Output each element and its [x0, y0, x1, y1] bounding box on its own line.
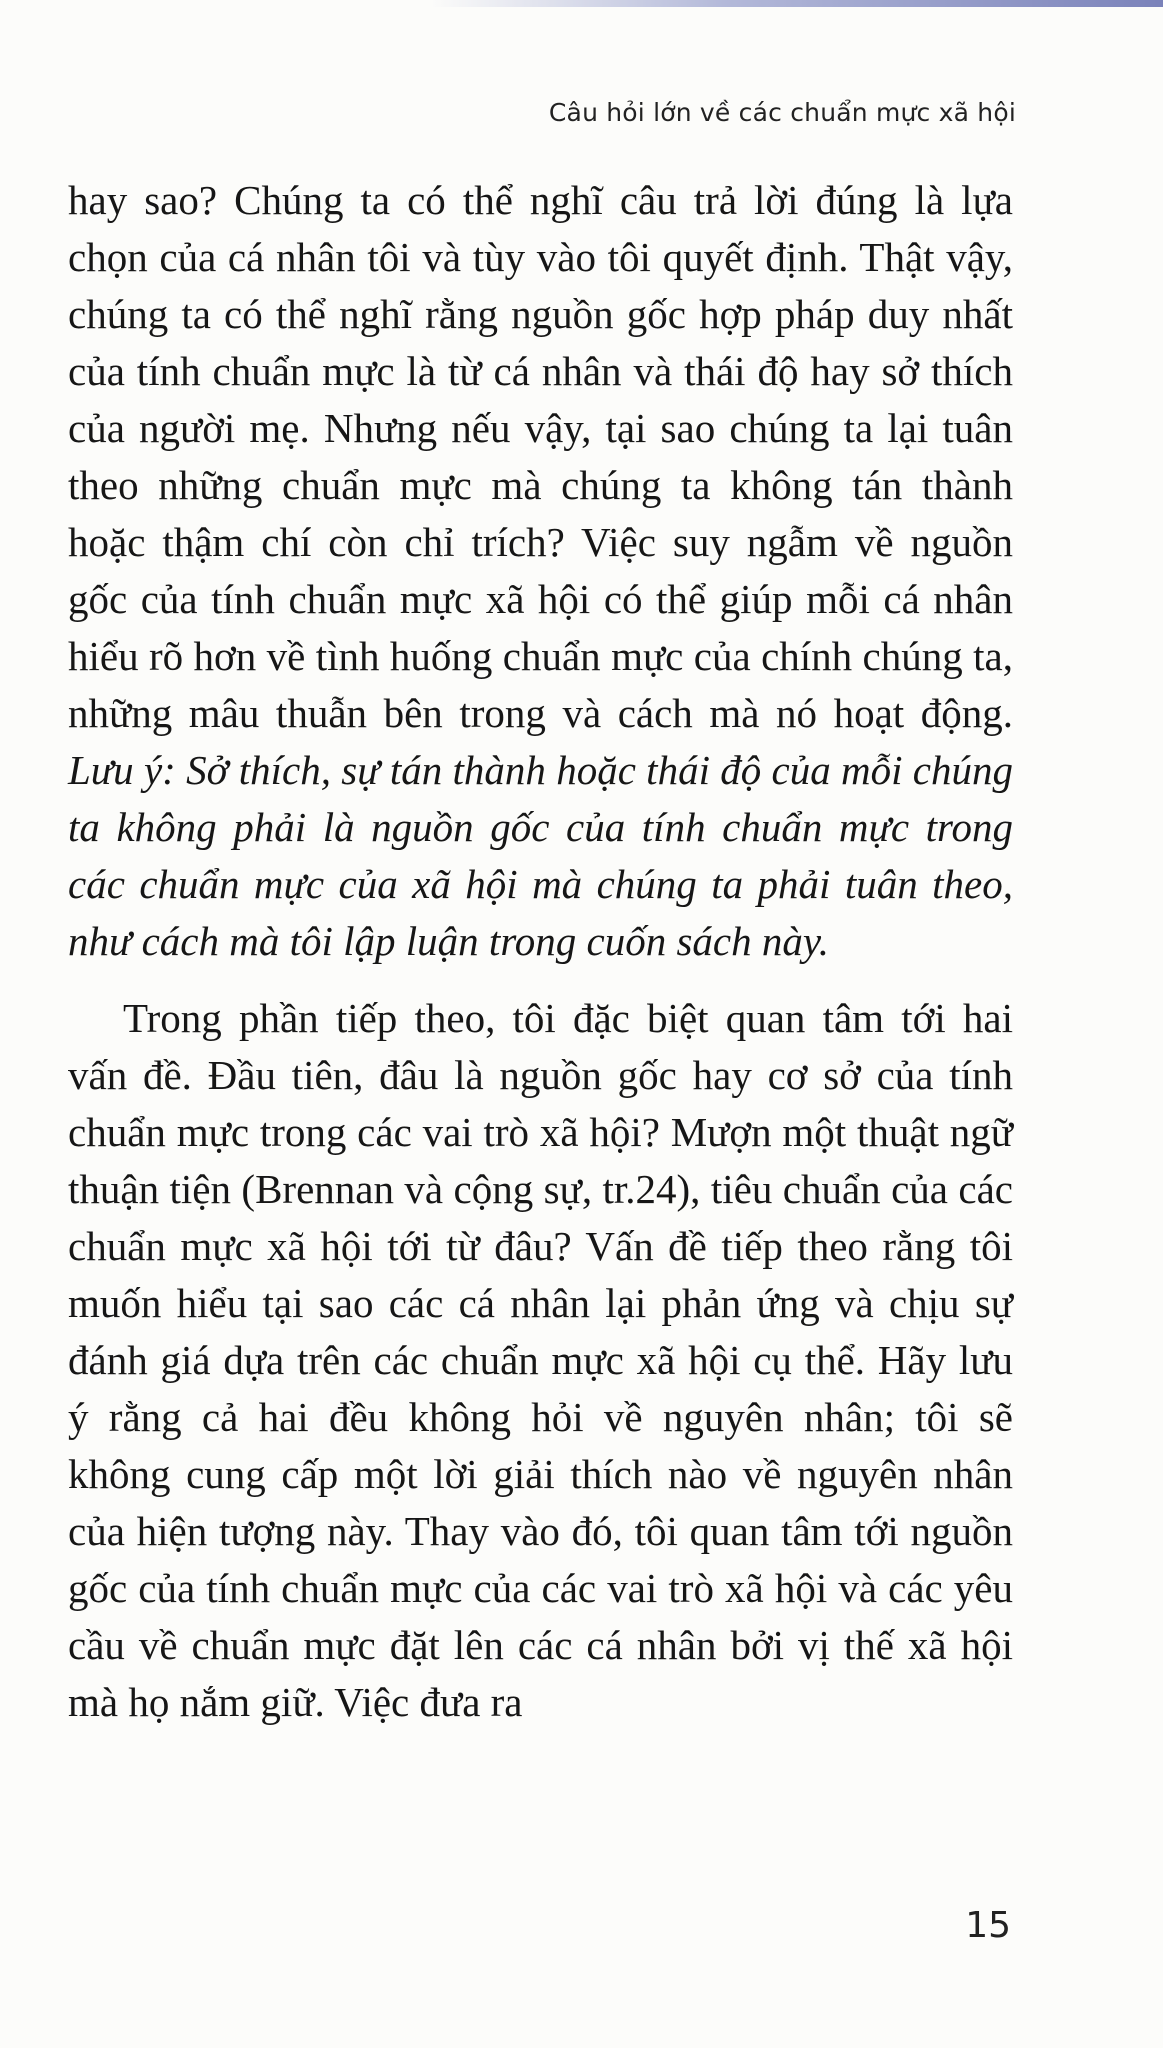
- paragraph-2: Trong phần tiếp theo, tôi đặc biệt quan tâm tới hai vấn đề. Đầu tiên, đâu là nguồn gốc hay cơ sở của tính chuẩn mực trong các vai trò xã hội? Mượn một thuật ngữ thuận tiện (Brennan và cộng sự, tr.24), tiêu chuẩn của các chuẩn mực xã hội tới từ đâu? Vấn đề tiếp theo rằng tôi muốn hiểu tại sao các cá nhân lại phản ứng và chịu sự đánh giá dựa trên các chuẩn mực xã hội cụ thể. Hãy lưu ý rằng cả hai đều không hỏi về nguyên nhân; tôi sẽ không cung cấp một lời giải thích nào về nguyên nhân của hiện tượng này. Thay vào đó, tôi quan tâm tới nguồn gốc của tính chuẩn mực của các vai trò xã hội và các yêu cầu về chuẩn mực đặt lên các cá nhân bởi vị thế xã hội mà họ nắm giữ. Việc đưa ra: [68, 995, 1013, 1725]
- paragraph-1-italic-note: Lưu ý: Sở thích, sự tán thành hoặc thái độ của mỗi chúng ta không phải là nguồn gốc của tính chuẩn mực trong các chuẩn mực của xã hội mà chúng ta phải tuân theo, như cách mà tôi lập luận trong cuốn sách này.: [68, 747, 1013, 964]
- page-top-edge: [430, 0, 1163, 7]
- paragraph-1-regular: hay sao? Chúng ta có thể nghĩ câu trả lời đúng là lựa chọn của cá nhân tôi và tùy vào tôi quyết định. Thật vậy, chúng ta có thể nghĩ rằng nguồn gốc hợp pháp duy nhất của tính chuẩn mực là từ cá nhân và thái độ hay sở thích của người mẹ. Nhưng nếu vậy, tại sao chúng ta lại tuân theo những chuẩn mực mà chúng ta không tán thành hoặc thậm chí còn chỉ trích? Việc suy ngẫm về nguồn gốc của tính chuẩn mực xã hội có thể giúp mỗi cá nhân hiểu rõ hơn về tình huống chuẩn mực của chính chúng ta, những mâu thuẫn bên trong và cách mà nó hoạt động.: [68, 177, 1013, 736]
- paragraph-1: [68, 172, 1013, 970]
- page-number: 15: [965, 1905, 1011, 1946]
- running-header: Câu hỏi lớn về các chuẩn mực xã hội: [548, 98, 1016, 127]
- body-text: [68, 172, 1013, 1731]
